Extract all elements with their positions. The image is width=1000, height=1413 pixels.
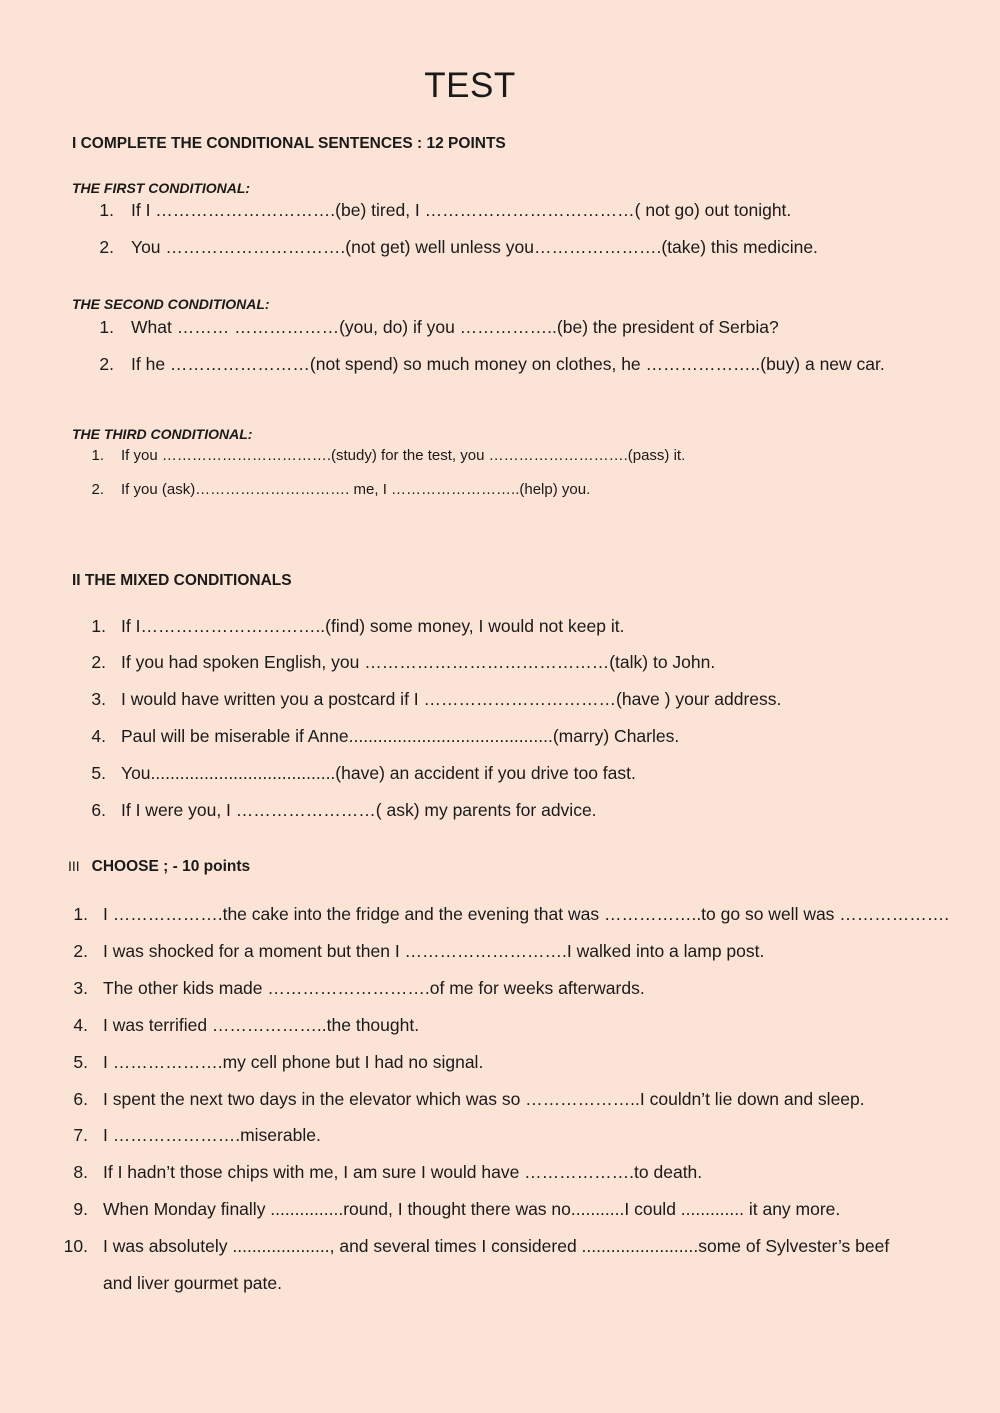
item-text: If I hadn’t those chips with me, I am sure I would have ……………….to death. (103, 1162, 703, 1182)
item-text: If you had spoken English, you ……………………………………(talk) to John. (121, 652, 716, 672)
section-1-heading: I COMPLETE THE CONDITIONAL SENTENCES : 12 POINTS (72, 135, 506, 152)
item-number: 1. (73, 904, 88, 924)
item-text: If I were you, I ……………………( ask) my parents for advice. (121, 800, 597, 820)
item-number: 4. (91, 726, 106, 746)
item-text: I ………………….miserable. (103, 1125, 321, 1145)
item-number: 6. (91, 800, 106, 820)
item-text: If you (ask)…………………………. me, I ……………………..(help) you. (121, 481, 591, 498)
item-text: You......................................(have) an accident if you drive too fast. (121, 763, 636, 783)
item-number: 1. (99, 200, 114, 220)
item-text: I ……………….the cake into the fridge and the evening that was ……………..to go so well was ………………. (103, 904, 950, 924)
item-text: and liver gourmet pate. (103, 1273, 282, 1293)
item-number: 1. (99, 317, 114, 337)
item-number: 2. (73, 941, 88, 961)
item-text: When Monday finally ...............round, I thought there was no...........I could ............. it any more. (103, 1199, 841, 1219)
section-3-heading (68, 858, 250, 876)
item-number: 10. (63, 1236, 88, 1256)
item-number: 1. (91, 447, 104, 464)
item-number: 3. (73, 978, 88, 998)
section-2-heading: II THE MIXED CONDITIONALS (72, 572, 292, 589)
item-number: 2. (99, 354, 114, 374)
item-text: The other kids made ……………………….of me for weeks afterwards. (103, 978, 645, 998)
item-text: If you …………………………….(study) for the test, you ……………………….(pass) it. (121, 447, 686, 464)
item-number: 2. (91, 481, 104, 498)
section-3-heading-text: CHOOSE ; - 10 points (91, 858, 251, 875)
item-text: I spent the next two days in the elevator which was so ………………..I couldn’t lie down and sleep. (103, 1089, 865, 1109)
item-text: I was absolutely ...................., and several times I considered ........................some of Sylvester’s beef (103, 1236, 890, 1256)
item-number: 7. (73, 1125, 88, 1145)
item-number: 1. (91, 616, 106, 636)
second-conditional-label: THE SECOND CONDITIONAL: (72, 296, 270, 312)
section-3-roman-numeral: III (68, 858, 80, 874)
item-number: 2. (99, 237, 114, 257)
item-text: I ……………….my cell phone but I had no signal. (103, 1052, 484, 1072)
item-number: 3. (91, 689, 106, 709)
item-text: I was terrified ………………..the thought. (103, 1015, 420, 1035)
item-text: What ……… ………………(you, do) if you ……………..(be) the president of Serbia? (131, 317, 779, 337)
item-number: 6. (73, 1089, 88, 1109)
item-text: If I…………………………..(find) some money, I would not keep it. (121, 616, 625, 636)
item-text: If he ……………………(not spend) so much money on clothes, he ………………..(buy) a new car. (131, 354, 885, 374)
item-text: If I ………………………….(be) tired, I ………………………………( not go) out tonight. (131, 200, 792, 220)
item-number: 5. (73, 1052, 88, 1072)
item-text: You ………………………….(not get) well unless you………………….(take) this medicine. (131, 237, 818, 257)
item-number: 2. (91, 652, 106, 672)
item-number: 9. (73, 1199, 88, 1219)
item-number: 5. (91, 763, 106, 783)
first-conditional-label: THE FIRST CONDITIONAL: (72, 180, 251, 196)
item-text: I would have written you a postcard if I ……………………………(have ) your address. (121, 689, 782, 709)
item-number: 8. (73, 1162, 88, 1182)
page-title: TEST (424, 66, 516, 105)
item-text: I was shocked for a moment but then I ……………………….I walked into a lamp post. (103, 941, 765, 961)
item-number: 4. (73, 1015, 88, 1035)
item-text: Paul will be miserable if Anne..........................................(marry) Charles. (121, 726, 680, 746)
third-conditional-label: THE THIRD CONDITIONAL: (72, 426, 253, 442)
